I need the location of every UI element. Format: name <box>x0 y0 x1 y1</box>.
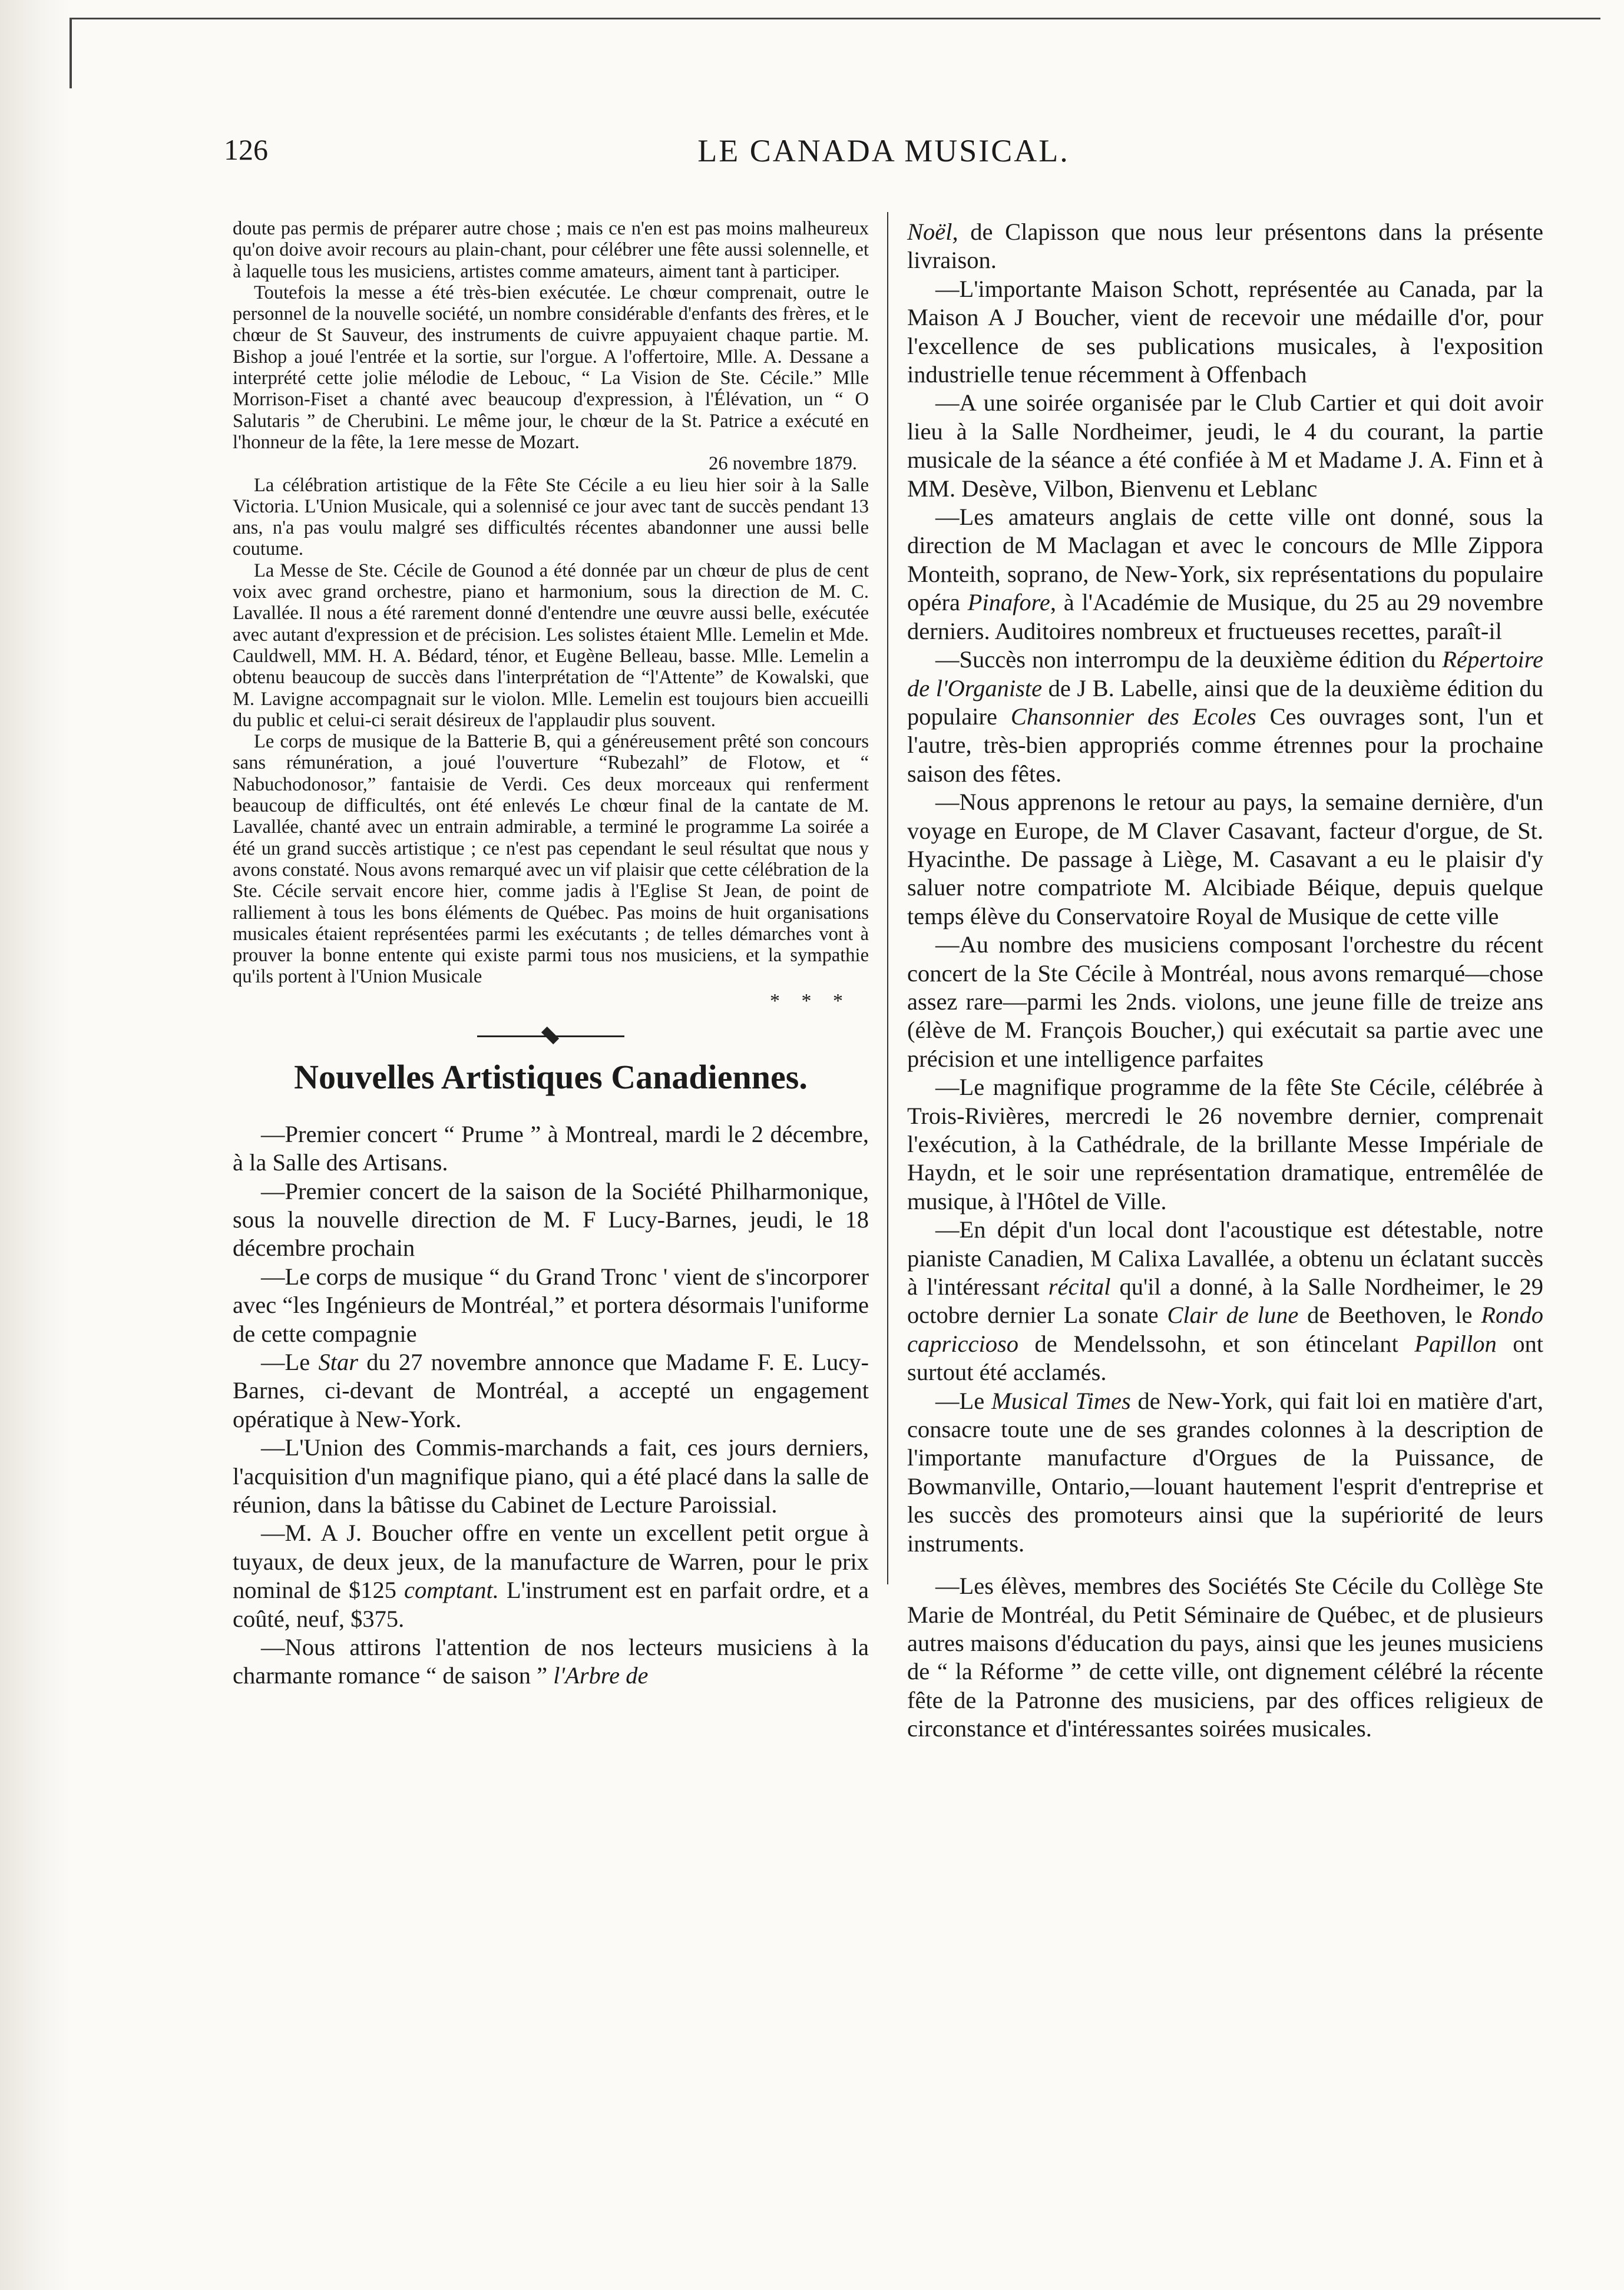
text-run: de Beethoven, le <box>1298 1302 1481 1329</box>
news-item <box>233 1519 869 1633</box>
text-run: de Mendelssohn, et son étincelant <box>1018 1330 1415 1357</box>
left-column <box>233 218 869 1690</box>
section-heading: Nouvelles Artistiques Canadiennes. <box>294 1057 808 1096</box>
news-items-left <box>233 1120 869 1690</box>
text-run: de Clapisson que nous leur présentons dans la présente livraison. <box>907 219 1543 274</box>
page-header <box>224 133 1543 186</box>
italic-title: Clair de lune <box>1167 1302 1299 1329</box>
italic-term: récital <box>1048 1273 1111 1300</box>
running-title: LE CANADA MUSICAL. <box>697 133 1070 168</box>
italic-title: Pinafore <box>967 589 1050 616</box>
news-item: —Le corps de musique “ du Grand Tronc ' vient de s'incorporer avec “les Ingénieurs de Montréal,” et portera désormais l'uniforme de cette compagnie <box>233 1263 869 1347</box>
italic-title: Musical Times <box>991 1387 1131 1414</box>
news-item: —A une soirée organisée par le Club Cartier et qui doit avoir lieu à la Salle Nordheimer, jeudi, le 4 du courant, la partie musicale de la séance a été confiée à M et Madame J. A. Finn et à MM. Desève, Vilbon, Bienvenu et Leblanc <box>907 389 1543 502</box>
text-run: du 27 novembre annonce que Madame F. E. Lucy-Barnes, ci-devant de Montréal, a accepté un engagement opératique à New-York. <box>233 1348 869 1432</box>
italic-title: l'Arbre de <box>553 1662 649 1689</box>
news-item <box>907 1387 1543 1558</box>
text-run: de J B. Labelle, ainsi que de la deuxième édition du populaire <box>907 674 1543 730</box>
news-item <box>907 646 1543 788</box>
frame-top-line <box>71 18 1600 19</box>
news-item <box>233 1633 869 1690</box>
italic-title: Rondo capriccioso <box>907 1302 1543 1357</box>
news-item <box>907 503 1543 646</box>
italic-title: Chansonnier des Ecoles <box>1010 703 1256 730</box>
news-item: —Nous apprenons le retour au pays, la semaine dernière, d'un voyage en Europe, de M Claver Casavant, facteur d'orgue, de St. Hyacinthe. De passage à Liège, M. Casavant a eu le plaisir d'y saluer notre compatriote M. Alcibiade Béique, depuis quelque temps élève du Conservatoire Royal de Musique de cette ville <box>907 789 1543 929</box>
text-run: de New-York, qui fait loi en matière d'art, consacre toute une de ses grandes colonnes à la description de l'importante manufacture d'Orgues de la Puissance, de Bowmanville, Ontario,—louant hautement l'esprit d'entreprise et les succès des promoteurs ainsi que la supériorité de leurs instruments. <box>907 1387 1543 1557</box>
text-run: qu'il a donné, à la Salle Nordheimer, le 29 octobre dernier La sonate <box>907 1273 1543 1329</box>
news-item <box>907 1216 1543 1386</box>
news-item-continued <box>907 218 1543 275</box>
dateline: 26 novembre 1879. <box>709 453 857 475</box>
divider-diamond <box>541 1027 559 1044</box>
news-item: —Les élèves, membres des Sociétés Ste Cécile du Collège Ste Marie de Montréal, du Petit Séminaire de Québec, et de plusieurs autres maisons d'éducation du pays, ainsi que les jeunes musiciens de “ la Réforme ” de cette ville, ont dignement célébré la récente fête de la Patronne des musiciens, par des offices religieux de circonstance et d'intéressantes soirées musicales. <box>907 1573 1543 1742</box>
text-run: , à l'Académie de Musique, du 25 au 29 novembre derniers. Auditoires nombreux et fructueuses recettes, paraît-il <box>907 589 1543 644</box>
news-item: —L'importante Maison Schott, représentée au Canada, par la Maison A J Boucher, vient de recevoir une médaille d'or, pour l'excellence de ses publications musicales, à l'exposition industrielle tenue récemment à Offenbach <box>907 275 1543 388</box>
paragraph: Toutefois la messe a été très-bien exécutée. Le chœur comprenait, outre le personnel de la nouvelle société, un nombre considérable d'enfants des frères, et le chœur de St Sauveur, des instruments de cuivre appuyaient chaque partie. M. Bishop a joué l'entrée et la sortie, sur l'orgue. A l'offertoire, Mlle. A. Dessane a interprété cette jolie mélodie de Lebouc, “ La Vision de Ste. Cécile.” Mlle Morrison-Fiset a chanté avec beaucoup d'expression, à l'Élévation, un “ O Salutaris ” de Cherubini. Le même jour, le chœur de la St. Patrice a exécuté en l'honneur de la fête, la 1ere messe de Mozart. <box>233 282 869 453</box>
text-run: —Les amateurs anglais de cette ville ont donné, sous la direction de M Maclagan et avec le concours de Mlle Zippora Monteith, soprano, de New-York, six représentations du populaire opéra <box>907 504 1543 616</box>
italic-title: Répertoire de l'Organiste <box>907 646 1543 701</box>
italic-term: comptant. <box>404 1577 499 1604</box>
news-item: —Le magnifique programme de la fête Ste Cécile, célébrée à Trois-Rivières, mercredi le 26 novembre dernier, comprenait l'exécution, à la Cathédrale, de la brillante Messe Impériale de Haydn, et le soir une représentation dramatique, entremêlée de musique, à l'Hôtel de Ville. <box>907 1074 1543 1215</box>
news-item: —Premier concert de la saison de la Société Philharmonique, sous la nouvelle direction de M. F Lucy-Barnes, jeudi, le 18 décembre prochain <box>233 1177 869 1262</box>
news-item: —Au nombre des musiciens composant l'orchestre du récent concert de la Ste Cécile à Montréal, nous avons remarqué—chose assez rare—parmi les 2nds. violons, une jeune fille de treize ans (élève de M. François Boucher,) qui exécutait sa partie avec une précision et une intelligence parfaites <box>907 931 1543 1072</box>
page-number: 126 <box>224 133 268 166</box>
frame-left-line <box>70 18 72 88</box>
text-run: —Succès non interrompu de la deuxième édition du <box>935 646 1443 673</box>
italic-title: Star <box>318 1348 358 1375</box>
column-rule <box>887 212 888 1584</box>
text-run: —Le <box>261 1348 319 1375</box>
news-items-right <box>907 218 1543 1743</box>
paragraph: Le corps de musique de la Batterie B, qui a généreusement prêté son concours sans rémunération, a joué l'ouverture “Rubezahl” de Flotow, et “ Nabuchodonosor,” fantaisie de Verdi. Ces deux morceaux qui renferment beaucoup de difficultés, ont été enlevés Le chœur final de la cantate de M. Lavallée, chanté avec un entrain admirable, a terminé le programme La soirée a été un grand succès artistique ; ce n'est pas cependant le seul résultat que nous y avons constaté. Nous avons remarqué avec un vif plaisir que cette célébration de la Ste. Cécile servait encore hier, comme jadis à l'Eglise St Jean, de point de ralliement à tous les bons éléments de Québec. Pas moins de huit organisations musicales étaient représentées parmi les exécutants ; de telles démarches vont à prouver la bonne entente qui existe parmi tous nos musiciens, et la sympathie qu'ils portent à l'Union Musicale <box>233 731 869 988</box>
news-item <box>233 1348 869 1434</box>
paragraph: La Messe de Ste. Cécile de Gounod a été donnée par un chœur de plus de cent voix avec grand orchestre, piano et harmonium, sous la direction de M. C. Lavallée. Il nous a été rarement donné d'entendre une œuvre aussi belle, exécutée avec autant d'expression et de précision. Les solistes étaient Mlle. Lemelin et Mde. Cauldwell, MM. H. A. Bédard, ténor, et Eugène Belleau, basse. Mlle. Lemelin a obtenu beaucoup de succès dans l'interprétation de “l'Attente” de Kowalski, que M. Lavigne accompagnait sur le violon. Mlle. Lemelin est toujours bien accueilli du public et celui-ci serait désireux de l'applaudir plus souvent. <box>233 560 869 731</box>
text-run: —M. A J. Boucher offre en vente un excellent petit orgue à tuyaux, de deux jeux, de la manufacture de Warren, pour le prix nominal de $125 <box>233 1520 869 1604</box>
paragraph: doute pas permis de préparer autre chose ; mais ce n'en est pas moins malheureux qu'on doive avoir recours au plain-chant, pour célébrer une fête aussi solennelle, et à laquelle tous les musiciens, artistes comme amateurs, aiment tant à participer. <box>233 218 869 282</box>
news-item: —L'Union des Commis-marchands a fait, ces jours derniers, l'acquisition d'un magnifique piano, qui a été placé dans la salle de réunion, dans la bâtisse du Cabinet de Lecture Paroissial. <box>233 1434 869 1518</box>
ornamental-divider <box>477 1030 624 1042</box>
italic-title: Papillon <box>1414 1330 1497 1357</box>
section-stars: * * * <box>770 990 851 1012</box>
text-run: —Le <box>935 1387 991 1414</box>
sainte-cecile-report <box>233 218 869 988</box>
text-run: —Nous attirons l'attention de nos lecteurs musiciens à la charmante romance “ de saison ” <box>233 1634 869 1689</box>
italic-title: Noël, <box>907 219 958 245</box>
text-run: L'instrument est en parfait ordre, et a coûté, neuf, $375. <box>233 1577 869 1632</box>
right-column <box>907 218 1543 1743</box>
paragraph: La célébration artistique de la Fête Ste Cécile a eu lieu hier soir à la Salle Victoria. L'Union Musicale, qui a solennisé ce jour avec tant de succès pendant 13 ans, n'a pas voulu malgré ses difficultés récentes abandonner une aussi belle coutume. <box>233 474 869 560</box>
news-item: —Premier concert “ Prume ” à Montreal, mardi le 2 décembre, à la Salle des Artisans. <box>233 1120 869 1176</box>
text-run: —En dépit d'un local dont l'acoustique est détestable, notre pianiste Canadien, M Calixa Lavallée, a obtenu un éclatant succès à l'intéressant <box>907 1216 1543 1300</box>
text-run: ont surtout été acclamés. <box>907 1330 1543 1386</box>
text-run: Ces ouvrages sont, l'un et l'autre, très-bien appropriés comme étrennes pour la prochaine saison des fêtes. <box>907 703 1543 787</box>
binding-shadow <box>0 0 71 2290</box>
